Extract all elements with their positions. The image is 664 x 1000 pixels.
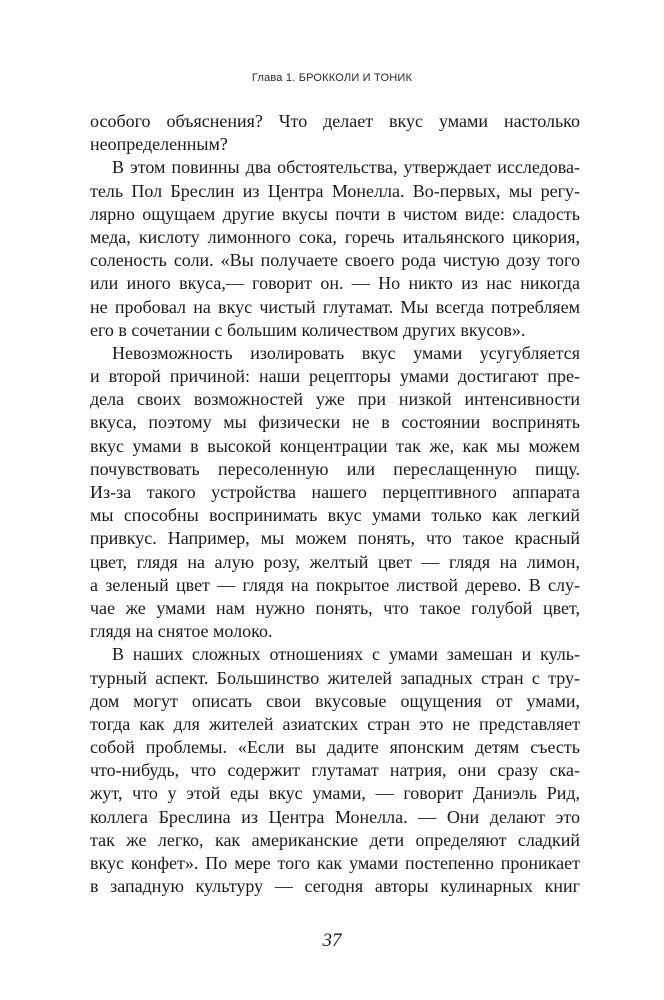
- text-line: его в сочетании с большим количеством других вкусов».: [90, 319, 526, 340]
- text-line: тогда как для жителей азиатских стран это не представляет: [90, 713, 580, 734]
- text-line: или иного вкуса,— говорит он. — Но никто из нас никогда: [90, 273, 580, 294]
- text-line: лярно ощущаем другие вкусы почти в чистом виде: сладость: [90, 203, 580, 224]
- paragraph: [90, 342, 580, 643]
- text-line: в западную культуру — сегодня авторы кулинарных книг: [90, 876, 580, 897]
- text-line: вкуса, поэтому мы физически не в состоянии воспринять: [90, 412, 580, 433]
- text-line: и второй причиной: наши рецепторы умами достигают пре-: [90, 366, 580, 387]
- paragraph: [90, 643, 580, 898]
- text-line: Невозможность изолировать вкус умами усугубляется: [112, 342, 580, 363]
- text-line: особого объяснения? Что делает вкус умами настолько: [90, 111, 580, 131]
- text-line: не пробовал на вкус чистый глутамат. Мы всегда потребляем: [90, 296, 580, 317]
- text-line: турный аспект. Большинство жителей западных стран с тру-: [90, 667, 580, 688]
- paragraph: [90, 110, 580, 156]
- paragraph: [90, 156, 580, 342]
- text-line: почувствовать пересоленную или переслащенную пищу.: [90, 458, 580, 479]
- text-line: дела своих возможностей уже при низкой интенсивности: [90, 389, 580, 410]
- page-number: 37: [322, 930, 342, 951]
- text-line: вкус конфет». По мере того как умами постепенно проникает: [90, 853, 580, 873]
- text-line: тель Пол Бреслин из Центра Монелла. Во-первых, мы регу-: [90, 180, 580, 201]
- text-line: жут, что у этой еды вкус умами, — говорит Даниэль Рид,: [90, 783, 580, 804]
- text-line: так же легко, как американские дети определяют сладкий: [90, 829, 580, 850]
- text-line: собой проблемы. «Если вы дадите японским детям съесть: [90, 737, 580, 758]
- text-line: соленость соли. «Вы получаете своего рода чистую дозу того: [90, 250, 580, 271]
- text-line: а зеленый цвет — глядя на покрытое листвой дерево. В слу-: [90, 574, 580, 595]
- text-line: вкус умами в высокой концентрации так же, как мы можем: [90, 435, 580, 456]
- text-line: глядя на снятое молоко.: [90, 621, 273, 642]
- text-line: В наших сложных отношениях с умами замешан и куль-: [112, 644, 580, 665]
- text-line: В этом повинны два обстоятельства, утверждает исследова-: [112, 157, 580, 178]
- text-line: привкус. Например, мы можем понять, что такое красный: [90, 528, 580, 549]
- text-line: что-нибудь, что содержит глутамат натрия, они сразу ска-: [90, 760, 580, 781]
- running-header: Глава 1. БРОККОЛИ И ТОНИК: [251, 72, 413, 84]
- text-line: Из-за такого устройства нашего перцептивного аппарата: [90, 482, 580, 502]
- text-line: неопределенным?: [90, 134, 228, 155]
- text-line: дом могут описать свои вкусовые ощущения от умами,: [90, 690, 580, 711]
- text-line: меда, кислоту лимонного сока, горечь итальянского цикория,: [90, 226, 580, 247]
- text-line: цвет, глядя на алую розу, желтый цвет — глядя на лимон,: [90, 551, 580, 572]
- text-line: чае же умами нам нужно понять, что такое голубой цвет,: [90, 597, 580, 618]
- text-line: коллега Бреслина из Центра Монелла. — Они делают это: [90, 806, 580, 827]
- text-line: мы способны воспринимать вкус умами только как легкий: [90, 505, 580, 526]
- body-text: [90, 110, 580, 898]
